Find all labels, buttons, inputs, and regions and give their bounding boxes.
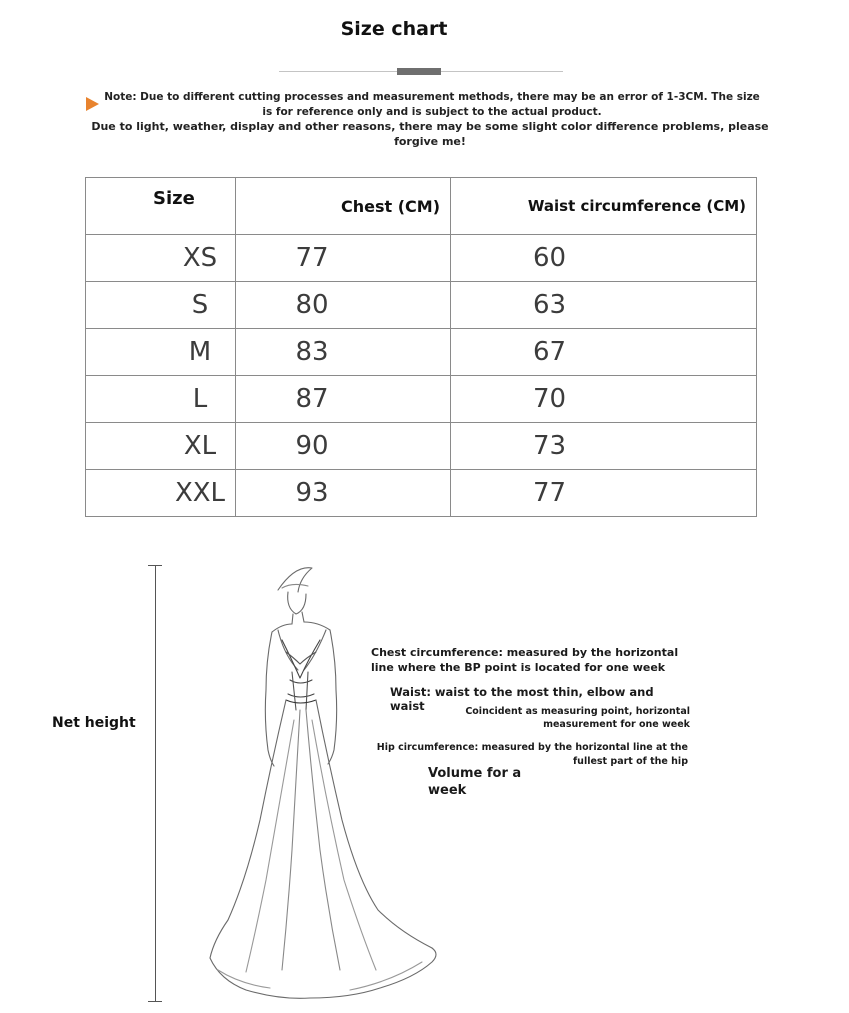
table-row — [86, 282, 757, 329]
cell-size: XS — [86, 235, 236, 282]
table-row — [86, 329, 757, 376]
cell-chest: 80 — [236, 282, 451, 329]
cell-size: XL — [86, 423, 236, 470]
cell-chest: 90 — [236, 423, 451, 470]
header-size: Size — [86, 178, 236, 235]
cell-waist: 73 — [451, 423, 757, 470]
cell-waist: 77 — [451, 470, 757, 517]
cell-chest: 93 — [236, 470, 451, 517]
cell-size: S — [86, 282, 236, 329]
arrow-right-icon — [86, 97, 99, 111]
cell-waist: 60 — [451, 235, 757, 282]
table-row — [86, 470, 757, 517]
table-row — [86, 376, 757, 423]
cell-size: M — [86, 329, 236, 376]
dress-sketch-illustration — [200, 560, 450, 1010]
ruler-bottom-cap — [148, 1001, 162, 1002]
volume-label: Volume for a week — [428, 766, 522, 798]
color-note-text: Due to light, weather, display and other reasons, there may be some slight color difference problems, please forgive me! — [91, 120, 769, 148]
title-divider-bar — [397, 68, 441, 75]
cell-waist: 67 — [451, 329, 757, 376]
ruler-top-cap — [148, 565, 162, 566]
net-height-label: Net height — [52, 715, 136, 731]
waist-label: Waist: waist to the most thin, elbow and waist — [390, 685, 654, 713]
cell-chest: 83 — [236, 329, 451, 376]
cell-size: L — [86, 376, 236, 423]
chest-circumference-label: Chest circumference: measured by the horizontal line where the BP point is located for one week — [371, 646, 679, 674]
table-row — [86, 235, 757, 282]
waist-measurement-note: Coincident as measuring point, horizontal measurement for one week — [465, 706, 690, 730]
table-row — [86, 423, 757, 470]
size-table — [85, 177, 757, 517]
header-waist: Waist circumference (CM) — [451, 178, 757, 235]
cell-waist: 70 — [451, 376, 757, 423]
header-chest: Chest (CM) — [236, 178, 451, 235]
cell-size: XXL — [86, 470, 236, 517]
height-ruler — [155, 565, 156, 1002]
note-text: Note: Due to different cutting processes and measurement methods, there may be an error of 1-3CM. The size is for reference only and is subject to the actual product. — [104, 91, 760, 118]
cell-chest: 87 — [236, 376, 451, 423]
page-title: Size chart — [340, 18, 448, 40]
hip-circumference-label: Hip circumference: measured by the horizontal line at the fullest part of the hip — [376, 742, 688, 767]
table-header-row — [86, 178, 757, 235]
cell-waist: 63 — [451, 282, 757, 329]
cell-chest: 77 — [236, 235, 451, 282]
